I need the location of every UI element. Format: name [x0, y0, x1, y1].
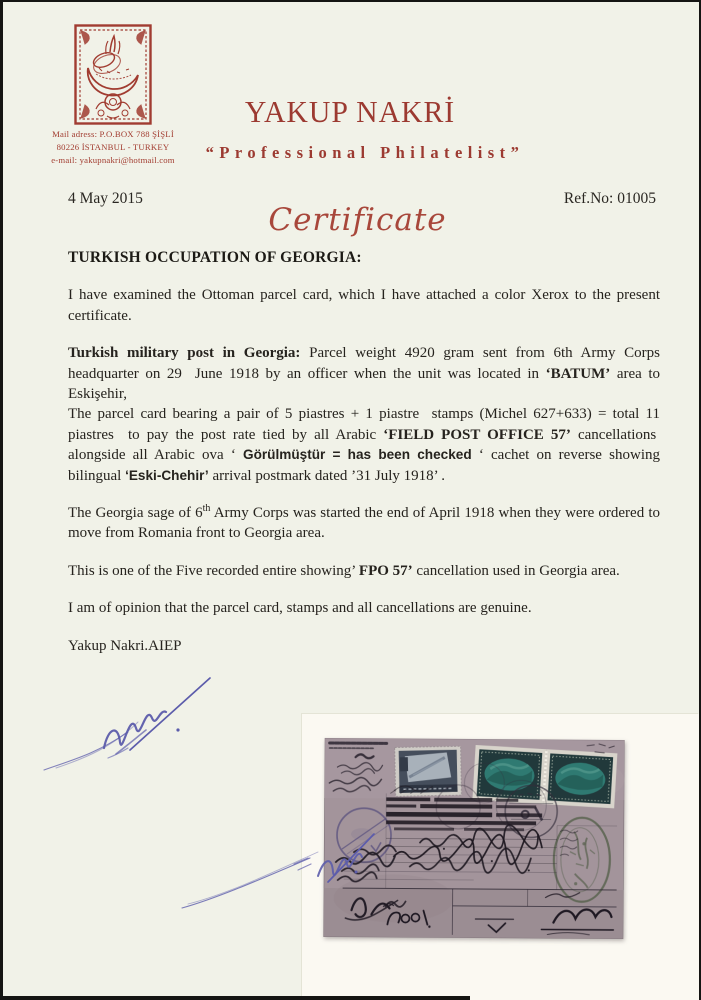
letterhead-subtitle: “Professional Philatelist” [205, 143, 525, 162]
address-line: 80226 İSTANBUL - TURKEY [56, 142, 170, 152]
page-border-bottom-segment [0, 996, 470, 1000]
letterhead-title: YAKUP NAKRİ [244, 94, 456, 129]
page-border-top [0, 0, 701, 2]
body-paragraph: I am of opinion that the parcel card, stamps and all cancellations are genuine. [68, 600, 532, 617]
ottoman-tughra-seal-icon [74, 24, 152, 125]
certificate-heading: TURKISH OCCUPATION OF GEORGIA: [68, 249, 362, 266]
body-paragraph: The Georgia sage of 6th Army Corps was started the end of April 1918 when they were ordered to move from Romania front to Georgia area. [68, 503, 661, 542]
blue-ink-signature [38, 666, 233, 774]
certificate-date: 4 May 2015 [68, 190, 143, 207]
certificate-body [68, 248, 660, 673]
body-paragraph: The parcel card bearing a pair of 5 piastres + 1 piastre stamps (Michel 627+633) = total 11 piastres to pay the post rate tied by all Arabic ‘FIELD POST OFFICE 57’ cancellations alongside all Arabic ova ‘ Görülmüştür = has been checked ‘ cachet on reverse showing bilingual ‘Eski-Chehir’ arrival postmark dated ’31 July 1918’ . [68, 406, 661, 484]
body-paragraph: Turkish military post in Georgia: Parcel weight 4920 gram sent from 6th Army Corps headquarter on 29 June 1918 by an officer when the unit was located in ‘BATUM’ area to Eskişehir, [68, 345, 660, 403]
address-line: Mail adress: P.O.BOX 788 ŞİŞLİ [52, 129, 174, 139]
body-paragraph: This is one of the Five recorded entire showing’ FPO 57’ cancellation used in Georgia area. [68, 562, 620, 579]
body-paragraph: I have examined the Ottoman parcel card, which I have attached a color Xerox to the present certificate. [68, 287, 660, 324]
reference-number: Ref.No: 01005 [563, 190, 656, 207]
blue-ink-authentication-scribble [176, 818, 404, 920]
page-border-left [0, 0, 3, 1000]
signatory-name: Yakup Nakri.AIEP [68, 637, 182, 654]
certificate-script-title: Certificate [268, 202, 447, 238]
address-line: e-mail: yakupnakri@hotmail.com [51, 155, 175, 165]
